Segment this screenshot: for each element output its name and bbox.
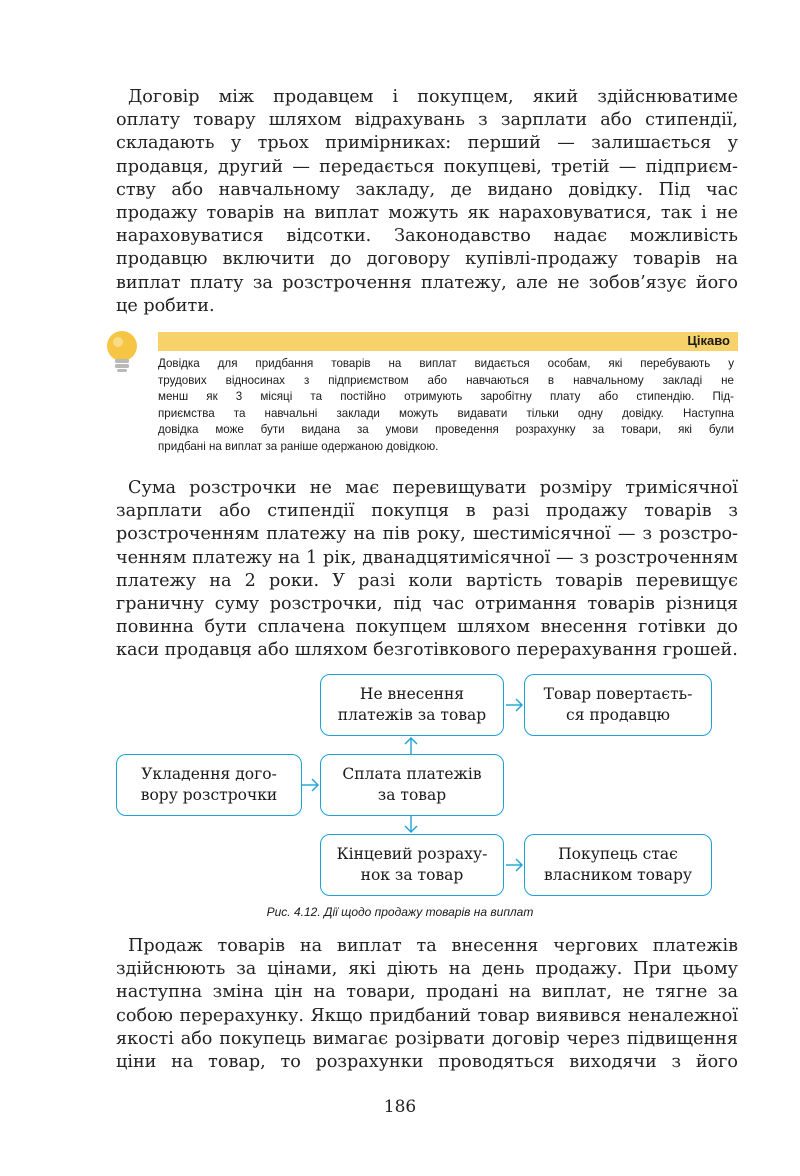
box-owner	[524, 834, 712, 896]
text-line: ству або навчальному закладу, де видано довідку. Під час	[116, 179, 738, 200]
note-line: придбані на виплат за раніше одержаною довідкою.	[158, 439, 439, 453]
text-line: розстроченням платежу на пів року, шестимісячної — з розстро-	[116, 524, 738, 545]
box-line: ся продавцю	[566, 706, 670, 724]
box-line: Не внесення	[359, 685, 465, 703]
text-line: виплат плату за розстрочення платежу, але не зобов’язує його	[116, 272, 738, 293]
box-payment	[320, 754, 504, 816]
text-line: продажу товарів на виплат можуть як нараховуватися, так і не	[116, 203, 738, 224]
text-line: Договір між продавцем і покупцем, який здійснюватиме	[128, 87, 738, 107]
box-line: нок за товар	[360, 866, 464, 884]
interesting-label: Цікаво	[687, 333, 730, 348]
text-line: ченням платежу на 1 рік, дванадцятимісячної — з розстроченням	[116, 547, 738, 568]
text-line: зарплати або стипендії покупця в разі продажу товарів з	[116, 501, 738, 522]
text-line: платежу на 2 роки. У разі коли вартість товарів перевищує	[116, 570, 738, 591]
text-line: граничну суму розстрочки, під час отримання товарів різниця	[116, 594, 738, 615]
note-line: трудових відносинах з підприємством або навчаються в навчальному закладі не	[158, 373, 734, 387]
box-line: Кінцевий розраху-	[336, 845, 488, 863]
text-line: Продаж товарів на виплат та внесення чергових платежів	[128, 936, 738, 956]
text-line: це робити.	[116, 295, 215, 316]
box-line: власником товару	[543, 866, 693, 884]
text-line: здійснюють за цінами, які діють на день продажу. При цьому	[116, 959, 738, 980]
text-line: якості або покупець вимагає розірвати договір через підвищення	[116, 1028, 738, 1049]
box-final	[320, 834, 504, 896]
text-line: повинна бути сплачена покупцем шляхом внесення готівки до	[116, 617, 738, 638]
text-line: продавця, другий — передається покупцеві, третій — підприєм-	[116, 156, 738, 177]
text-line: Сума розстрочки не має перевищувати розміру тримісячної	[128, 478, 738, 498]
box-line: Сплата платежів	[342, 765, 482, 783]
text-line: оплату товару шляхом відрахувань з зарплати або стипендії,	[116, 110, 738, 131]
figure-caption: Рис. 4.12. Дії щодо продажу товарів на виплат	[266, 905, 534, 919]
note-line: довідка може бути видана за умови проведення розрахунку за товари, які були	[158, 423, 734, 437]
note-line: менш як 3 місяці та постійно отримують заробітну плату або стипендію. Під-	[158, 390, 734, 404]
box-line: вору розстрочки	[140, 786, 278, 804]
page-number: 186	[383, 1097, 417, 1117]
box-non-payment	[320, 674, 504, 736]
text-line: наступна зміна цін на товари, продані на виплат, не тягне за	[116, 982, 738, 1003]
text-line: нараховуватися відсотки. Законодавство надає можливість	[116, 226, 738, 247]
box-line: за товар	[377, 786, 447, 804]
box-line: Товар повертаєть-	[543, 685, 693, 703]
text-line: собою перерахунку. Якщо придбаний товар виявився неналежної	[116, 1005, 738, 1026]
box-line: платежів за товар	[337, 706, 487, 724]
note-line: приємства та навчальні заклади можуть видавати тільки одну довідку. Наступна	[158, 406, 734, 420]
note-line: Довідка для придбання товарів на виплат видається особам, які перебувають у	[158, 357, 734, 370]
box-contract	[116, 754, 302, 816]
text-line: ціни на товар, то розрахунки проводяться виходячи з його	[116, 1052, 738, 1073]
text-line: продавцю включити до договору купівлі-продажу товарів на	[116, 249, 738, 270]
text-line: каси продавця або шляхом безготівкового перерахування грошей.	[116, 640, 738, 661]
box-line: Укладення дого-	[141, 765, 277, 783]
box-line: Покупець стає	[558, 845, 678, 863]
paragraph-prices	[116, 935, 738, 1074]
box-returned	[524, 674, 712, 736]
text-line: складають у трьох примірниках: перший — залишається у	[116, 133, 738, 154]
